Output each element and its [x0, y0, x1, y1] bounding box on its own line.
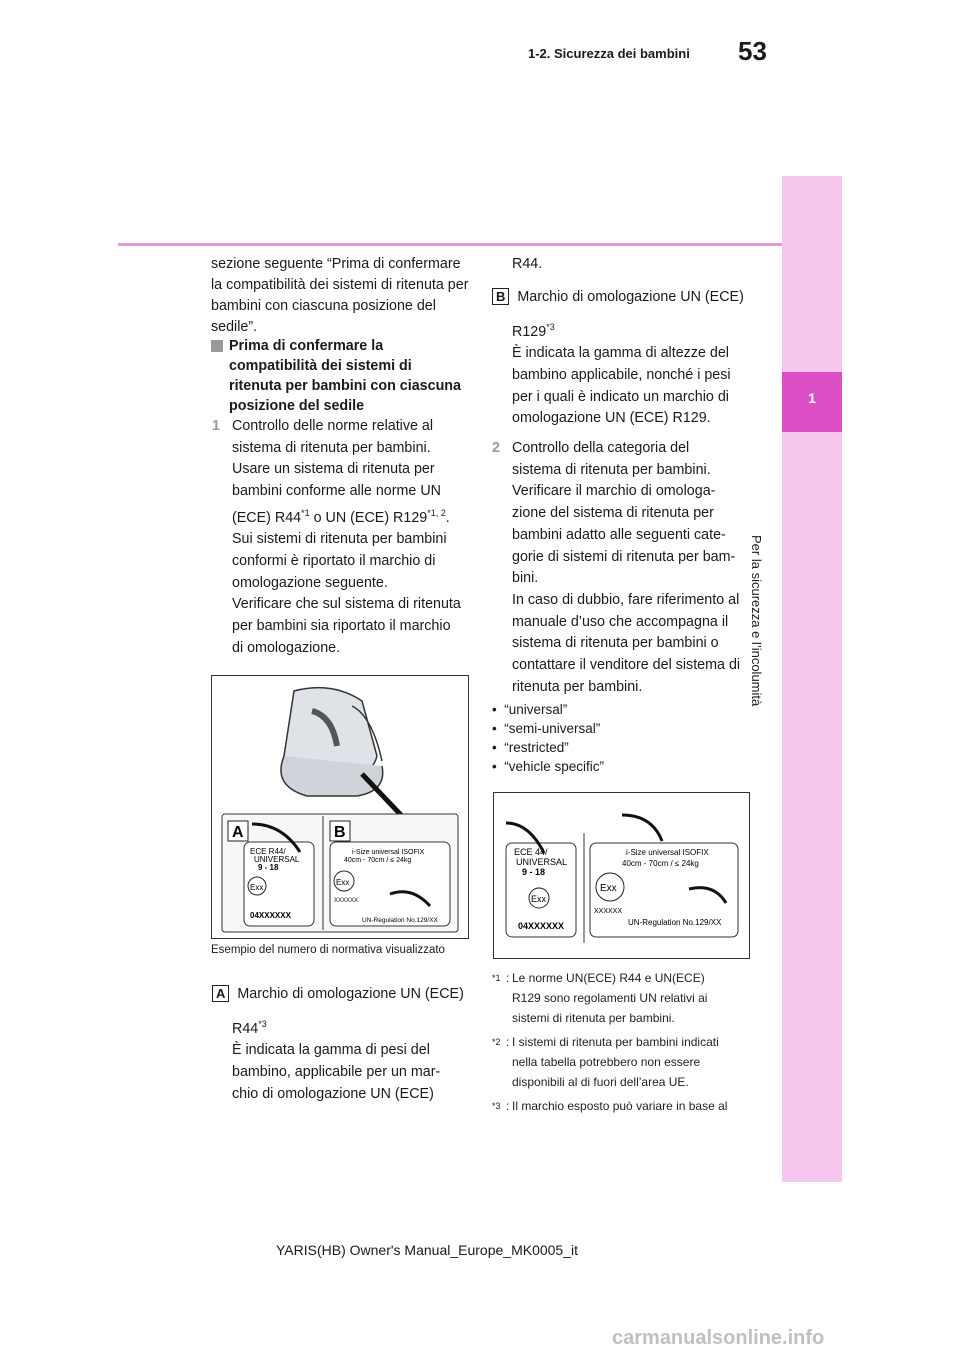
- section-title: 1-2. Sicurezza dei bambini: [528, 46, 690, 61]
- svg-text:XXXXXX: XXXXXX: [594, 908, 623, 915]
- step-1-line: bambini conforme alle norme UN: [232, 483, 441, 500]
- step-1-line: per bambini sia riportato il marchio: [232, 618, 451, 635]
- item-b-tag: B: [492, 288, 509, 305]
- step-1-line: di omologazione.: [232, 639, 341, 656]
- mark-ece-r44: ECE R44/: [250, 847, 286, 856]
- footnotes: [492, 968, 772, 1116]
- svg-text:UNIVERSAL: UNIVERSAL: [516, 857, 568, 867]
- mark-weight: 9 - 18: [258, 863, 279, 872]
- manual-footer: YARIS(HB) Owner's Manual_Europe_MK0005_it: [276, 1242, 578, 1258]
- chapter-label: Per la sicurezza e l’incolumità: [749, 535, 764, 707]
- figure-seat-labels: [211, 675, 469, 939]
- mark-code: 04XXXXXX: [250, 911, 291, 920]
- category-list: [492, 700, 752, 776]
- chapter-number: 1: [808, 390, 816, 406]
- step-1-line: Verificare che sul sistema di ritenuta: [232, 596, 461, 613]
- item-a-tag: A: [212, 985, 229, 1002]
- step-1-number: 1: [212, 418, 220, 434]
- mark-exx-b: Exx: [336, 878, 350, 887]
- svg-text:04XXXXXX: 04XXXXXX: [518, 921, 565, 931]
- page-number: 53: [738, 36, 767, 66]
- svg-text:i-Size universal ISOFIX: i-Size universal ISOFIX: [626, 848, 709, 857]
- label-b-tag: B: [334, 824, 346, 841]
- mark-ece-44: ECE 44/: [514, 847, 548, 857]
- header-rule: [118, 243, 782, 246]
- mark-isize: i-Size universal ISOFIX: [352, 849, 425, 856]
- item-a-line: È indicata la gamma di pesi del: [232, 1042, 430, 1059]
- item-a-line: bambino, applicabile per un mar-: [232, 1063, 441, 1080]
- item-a: A Marchio di omologazione UN (ECE) R44$^{*3}$ È indicata la gamma di pesi del bambino, applicabile per un mar- chio di omologazione UN (ECE): [212, 984, 474, 1105]
- step-1-line: conformi è riportato il marchio di: [232, 552, 436, 569]
- item-b-title: Marchio di omologazione UN (ECE): [517, 289, 744, 305]
- chapter-side-tab: [782, 176, 842, 1182]
- step-2-number: 2: [492, 440, 500, 456]
- heading-square-icon: [211, 340, 223, 352]
- step-1-line: Usare un sistema di ritenuta per: [232, 461, 435, 478]
- step-1: [212, 416, 474, 660]
- svg-text:UN-Regulation No.129/XX: UN-Regulation No.129/XX: [628, 918, 722, 927]
- figure-approval-marks: [493, 792, 750, 959]
- section-heading: Prima di confermare la compatibilità dei sistemi di ritenuta per bambini con ciascuna posizione del sedile: [229, 338, 461, 414]
- svg-text:Exx: Exx: [531, 894, 547, 904]
- mark-xxxxxx: XXXXXX: [334, 898, 359, 904]
- list-item: • “semi-universal”: [492, 721, 601, 736]
- step-1-line: Controllo delle norme relative al: [232, 418, 434, 434]
- label-a-tag: A: [232, 824, 244, 841]
- footnote: *1 : Le norme UN(ECE) R44 e UN(ECE) R129 sono regolamenti UN relativi ai sistemi di ritenuta per bambini.: [492, 971, 708, 1025]
- intro-paragraph: sezione seguente “Prima di confermare la compatibilità dei sistemi di ritenuta per bambini con ciascuna posizione del sedile”.: [211, 256, 469, 335]
- step-1-line: omologazione seguente.: [232, 574, 388, 591]
- child-seat-illustration: [212, 676, 468, 938]
- watermark: carmanualsonline.info: [612, 1327, 825, 1349]
- item-b-line: È indicata la gamma di altezze del: [512, 345, 729, 362]
- step-2: 2 Controllo della categoria del sistema di ritenuta per bambini. Verificare il marchio di omologa- zione del sistema di ritenuta per bambini adatto alle seguenti cate- gorie di sistemi di ritenuta per bam- bini. In caso di dubbio, fare riferimento al manuale d’uso che accompagna il sistema di ritenuta per bambini o contattare il venditore del sistema di ritenuta per bambini.: [492, 440, 741, 695]
- mark-exx: Exx: [250, 883, 264, 892]
- item-b-line: bambino applicabile, nonché i pesi: [512, 366, 731, 383]
- footnote: *3 : Il marchio esposto può variare in base al: [492, 1099, 728, 1113]
- item-a-title: Marchio di omologazione UN (ECE): [237, 986, 464, 1002]
- svg-text:9 - 18: 9 - 18: [522, 867, 546, 877]
- step-1-line-standards: (ECE) R44$^{*1}$ o UN (ECE) R129$^{*1, 2}$.: [232, 507, 450, 526]
- svg-text:40cm - 70cm / ≤ 24kg: 40cm - 70cm / ≤ 24kg: [622, 859, 699, 868]
- figure-caption: Esempio del numero di normativa visualizzato: [211, 944, 445, 956]
- svg-text:Exx: Exx: [600, 883, 617, 894]
- list-item: • “restricted”: [492, 740, 569, 755]
- footnote: *2 : I sistemi di ritenuta per bambini indicati nella tabella potrebbero non essere disponibili al di fuori dell’area UE.: [492, 1035, 719, 1089]
- mark-unreg: UN-Regulation No.129/XX: [362, 917, 438, 924]
- item-a-line: chio di omologazione UN (ECE): [232, 1085, 434, 1102]
- item-b-line: per i quali è indicato un marchio di: [512, 388, 729, 405]
- approval-marks-illustration: [494, 793, 749, 958]
- item-b: B Marchio di omologazione UN (ECE) R129$^{*3}$ È indicata la gamma di altezze del bambino applicabile, nonché i pesi per i quali è indicato un marchio di omologazione UN (ECE) R129.: [492, 287, 772, 430]
- step-1-line: Sui sistemi di ritenuta per bambini: [232, 531, 447, 548]
- step-1-line: sistema di ritenuta per bambini.: [232, 439, 431, 456]
- mark-universal: UNIVERSAL: [254, 855, 300, 864]
- r44-continuation: R44.: [512, 256, 543, 272]
- item-b-line: omologazione UN (ECE) R129.: [512, 410, 711, 427]
- mark-isize-range: 40cm - 70cm / ≤ 24kg: [344, 857, 412, 864]
- list-item: • “universal”: [492, 702, 568, 717]
- list-item: • “vehicle specific”: [492, 759, 605, 774]
